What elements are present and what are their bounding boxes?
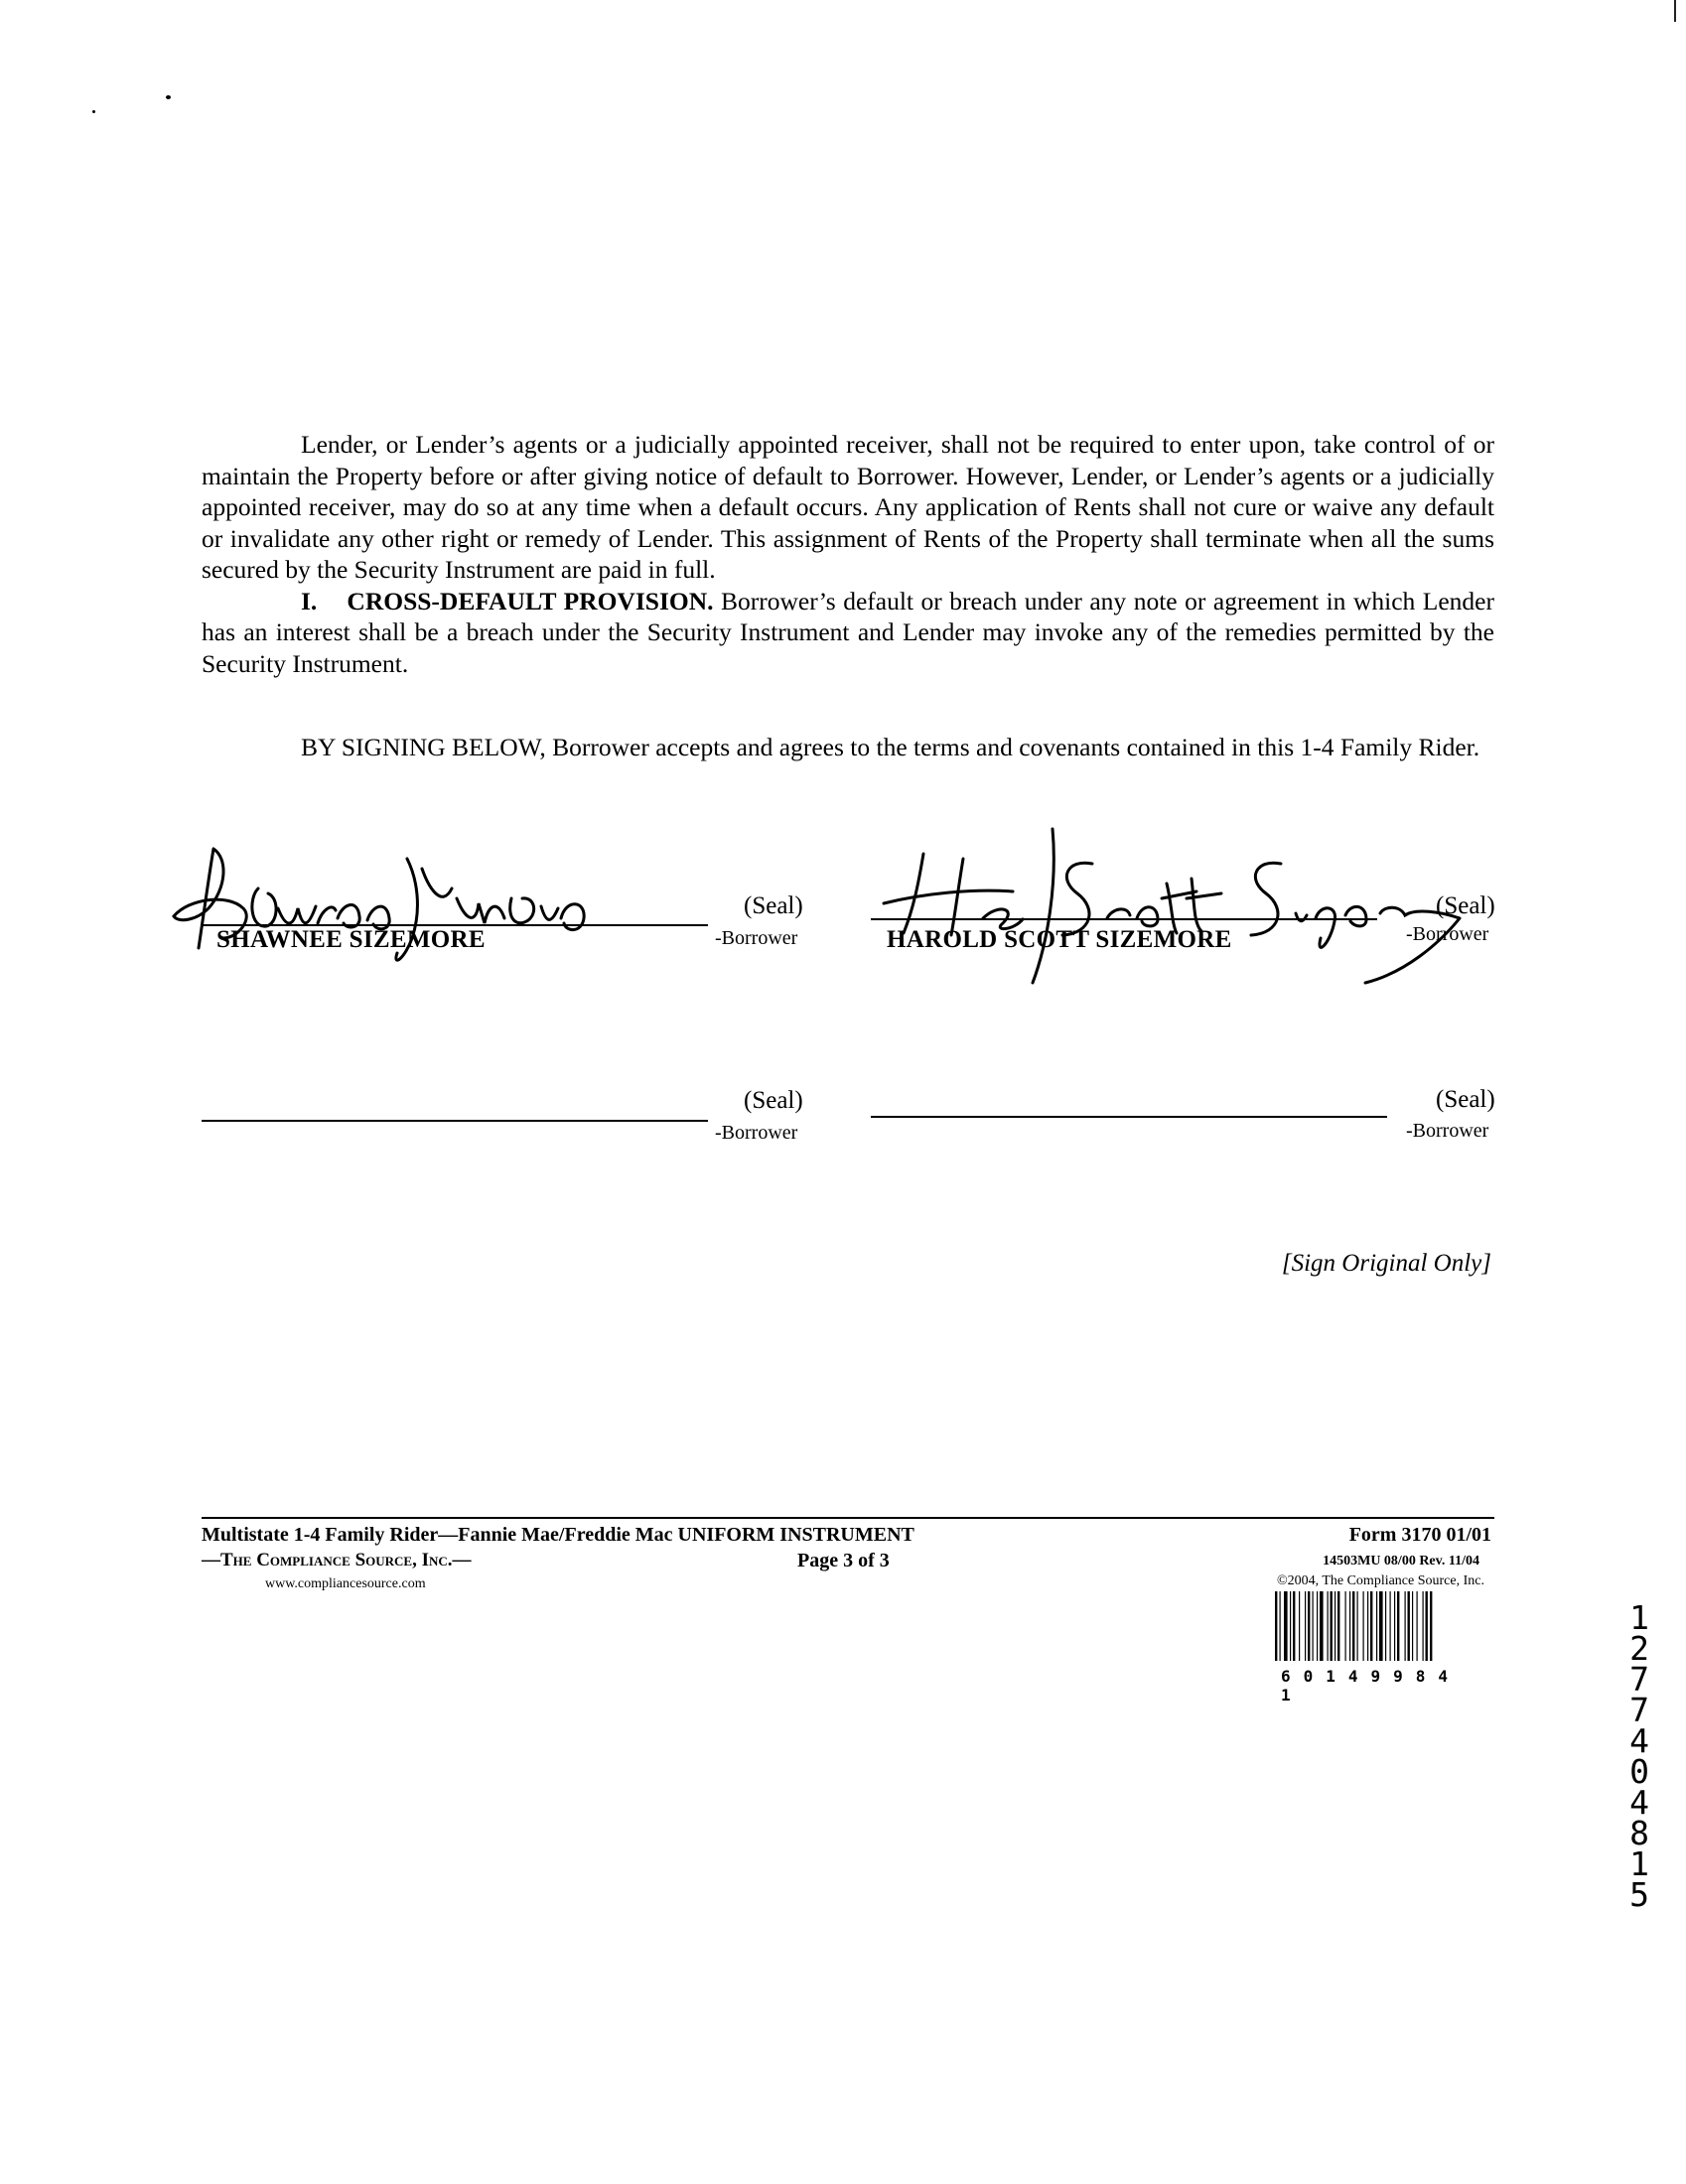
footer-company: —The Compliance Source, Inc.— <box>202 1550 472 1570</box>
footer-page-number: Page 3 of 3 <box>797 1550 890 1571</box>
barcode-bar <box>1430 1591 1432 1661</box>
barcode-bar <box>1320 1591 1324 1661</box>
barcode-bar <box>1299 1591 1300 1661</box>
footer-form-number: Form 3170 01/01 <box>1348 1524 1491 1546</box>
borrower-label: -Borrower <box>715 927 798 949</box>
barcode-bar <box>1308 1591 1310 1661</box>
barcode-bar <box>1363 1591 1364 1661</box>
barcode-bar <box>1313 1591 1314 1661</box>
signing-statement-block <box>202 732 1494 763</box>
footer-form-title: Multistate 1-4 Family Rider—Fannie Mae/Freddie Mac UNIFORM INSTRUMENT <box>202 1524 914 1546</box>
barcode-digits: 60149984 1 <box>1281 1667 1462 1705</box>
signature-line <box>202 1120 708 1122</box>
sign-original-note: [Sign Original Only] <box>1281 1250 1491 1277</box>
item-text: Borrower’s default or breach under any note or agreement in which Lender has an interest shall be a breach under the Security Instrument and Lender may invoke any of the remedies permitted by the Security Instrument. <box>202 586 1494 678</box>
barcode-bar <box>1275 1591 1277 1661</box>
barcode-bar <box>1397 1591 1399 1661</box>
barcode-bar <box>1394 1591 1395 1661</box>
barcode-bar <box>1412 1591 1413 1661</box>
barcode-bar <box>1376 1591 1377 1661</box>
footer-copyright: ©2004, The Compliance Source, Inc. <box>1276 1573 1484 1588</box>
footer-url: www.compliancesource.com <box>265 1576 426 1591</box>
barcode-bar <box>1337 1591 1339 1661</box>
paragraph-rents-receiver: Lender, or Lender’s agents or a judicially appointed receiver, shall not be required to enter upon, take control of or maintain the Property before or after giving notice of default to Borrower. However, Lender, or Lender’s agents or a judicially appointed receiver, may do so at any time when a default occurs. Any application of Rents shall not cure or waive any default or invalidate any other right or remedy of Lender. This assignment of Rents of the Property shall terminate when all the sums secured by the Security Instrument are paid in full. <box>202 430 1494 584</box>
barcode-bar <box>1367 1591 1368 1661</box>
barcode-bar <box>1352 1591 1354 1661</box>
barcode-bar <box>1345 1591 1346 1661</box>
item-number: I. <box>301 586 318 615</box>
barcode-image <box>1273 1591 1493 1665</box>
margin-document-number: 12774 04815 <box>1629 1598 1649 1914</box>
barcode-bar <box>1317 1591 1318 1661</box>
barcode-bar <box>1357 1591 1358 1661</box>
barcode-bar <box>1305 1591 1306 1661</box>
signature-line <box>871 918 1377 920</box>
barcode-bar <box>1284 1591 1288 1661</box>
barcode-bar <box>1290 1591 1291 1661</box>
seal-label: (Seal) <box>744 1087 803 1114</box>
barcode-bar <box>1280 1591 1281 1661</box>
scan-edge-line <box>1674 0 1676 22</box>
paragraph-cross-default <box>202 586 1494 680</box>
borrower-label: -Borrower <box>1406 923 1489 945</box>
barcode-bar <box>1379 1591 1383 1661</box>
handwritten-signature-shawnee <box>169 829 606 978</box>
seal-label: (Seal) <box>744 892 803 919</box>
barcode-bar <box>1370 1591 1372 1661</box>
signature-line <box>871 1116 1387 1118</box>
footer-rule <box>202 1517 1494 1519</box>
scan-speck <box>166 95 171 99</box>
item-title: CROSS-DEFAULT PROVISION. <box>347 586 714 615</box>
paragraph-signing-statement: BY SIGNING BELOW, Borrower accepts and agrees to the terms and covenants contained in this 1-4 Family Rider. <box>301 733 1480 761</box>
handwritten-signature-harold <box>864 824 1499 993</box>
barcode-bar <box>1390 1591 1391 1661</box>
barcode-bar <box>1405 1591 1406 1661</box>
document-body <box>202 429 1494 679</box>
barcode-bar <box>1423 1591 1424 1661</box>
footer-form-code: 14503MU 08/00 Rev. 11/04 <box>1323 1554 1479 1569</box>
barcode-bar <box>1426 1591 1428 1661</box>
signer-name: SHAWNEE SIZEMORE <box>216 926 486 953</box>
barcode-bar <box>1293 1591 1295 1661</box>
barcode-bar <box>1328 1591 1329 1661</box>
borrower-label: -Borrower <box>715 1122 798 1144</box>
barcode-bar <box>1385 1591 1386 1661</box>
barcode-bar <box>1417 1591 1418 1661</box>
barcode-bar <box>1349 1591 1350 1661</box>
seal-label: (Seal) <box>1436 892 1495 919</box>
scan-speck <box>92 110 95 113</box>
barcode-bar <box>1408 1591 1410 1661</box>
barcode-bar <box>1331 1591 1333 1661</box>
signer-name: HAROLD SCOTT SIZEMORE <box>887 926 1232 953</box>
seal-label: (Seal) <box>1436 1086 1495 1113</box>
borrower-label: -Borrower <box>1406 1120 1489 1142</box>
